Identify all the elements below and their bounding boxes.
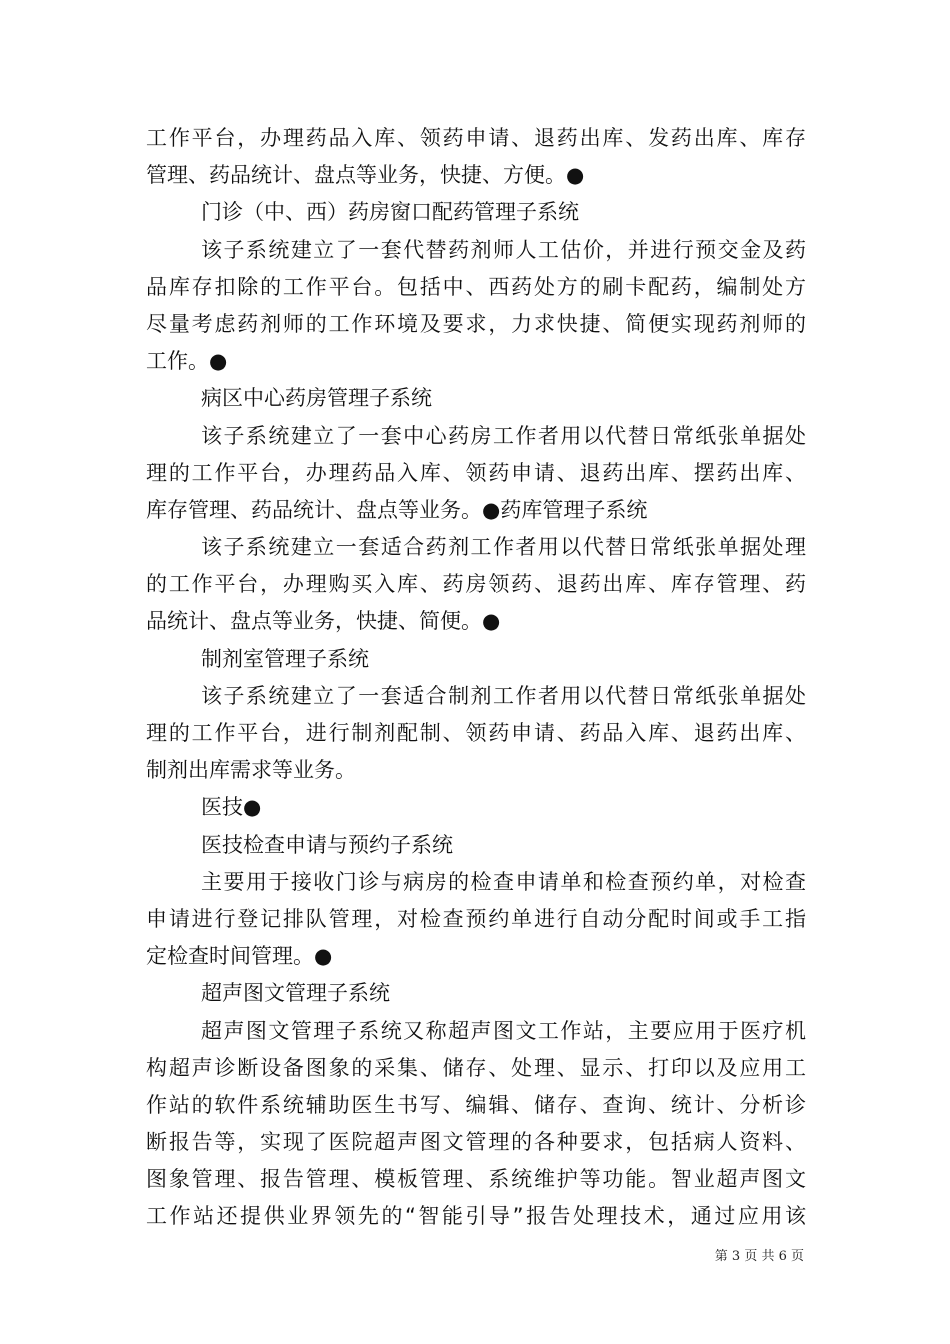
text-line: 管理、药品统计、盘点等业务，快捷、方便。● [146, 163, 585, 188]
text-line: 品库存扣除的工作平台。包括中、西药处方的刷卡配药，编制处方 [146, 274, 806, 299]
text-line: 工作站还提供业界领先的“智能引导”报告处理技术，通过应用该 [146, 1204, 806, 1229]
text-line: 的工作平台，办理购买入库、药房领药、退药出库、库存管理、药 [146, 572, 806, 597]
text-line: 理的工作平台，办理药品入库、领药申请、退药出库、摆药出库、 [146, 460, 806, 485]
text-line: 理的工作平台，进行制剂配制、领药申请、药品入库、退药出库、 [146, 721, 806, 745]
text-line: 工作。● [146, 349, 228, 374]
page-number: 第 3 页 共 6 页 [714, 1249, 804, 1264]
section-heading: 制剂室管理子系统 [201, 646, 369, 671]
section-heading: 门诊（中、西）药房窗口配药管理子系统 [201, 200, 579, 225]
section-heading: 超声图文管理子系统 [201, 981, 390, 1006]
text-line: 该子系统建立了一套代替药剂师人工估价，并进行预交金及药 [201, 237, 806, 262]
section-heading: 医技检查申请与预约子系统 [201, 832, 453, 857]
text-line: 申请进行登记排队管理，对检查预约单进行自动分配时间或手工指 [146, 906, 806, 931]
text-line: 该子系统建立一套适合药剂工作者用以代替日常纸张单据处理 [201, 535, 806, 560]
text-line: 库存管理、药品统计、盘点等业务。●药库管理子系统 [146, 497, 648, 522]
text-line: 图象管理、报告管理、模板管理、系统维护等功能。智业超声图文 [146, 1167, 806, 1192]
text-line: 超声图文管理子系统又称超声图文工作站，主要应用于医疗机 [201, 1018, 806, 1043]
text-line: 定检查时间管理。● [146, 944, 333, 969]
text-line: 该子系统建立了一套中心药房工作者用以代替日常纸张单据处 [201, 423, 806, 448]
text-line: 品统计、盘点等业务，快捷、简便。● [146, 609, 501, 634]
text-line: 主要用于接收门诊与病房的检查申请单和检查预约单，对检查 [201, 869, 806, 894]
text-line: 断报告等，实现了医院超声图文管理的各种要求，包括病人资料、 [146, 1130, 806, 1155]
body-text [146, 120, 806, 1236]
text-line: 构超声诊断设备图象的采集、储存、处理、显示、打印以及应用工 [146, 1055, 806, 1080]
text-line: 工作平台，办理药品入库、领药申请、退药出库、发药出库、库存 [146, 126, 806, 150]
text-line: 制剂出库需求等业务。 [146, 758, 356, 783]
text-line: 尽量考虑药剂师的工作环境及要求，力求快捷、简便实现药剂师的 [146, 311, 806, 336]
text-line: 作站的软件系统辅助医生书写、编辑、储存、查询、统计、分析诊 [146, 1092, 806, 1117]
section-heading: 病区中心药房管理子系统 [201, 386, 432, 411]
section-heading: 医技● [201, 795, 262, 820]
text-line: 该子系统建立了一套适合制剂工作者用以代替日常纸张单据处 [201, 683, 806, 708]
